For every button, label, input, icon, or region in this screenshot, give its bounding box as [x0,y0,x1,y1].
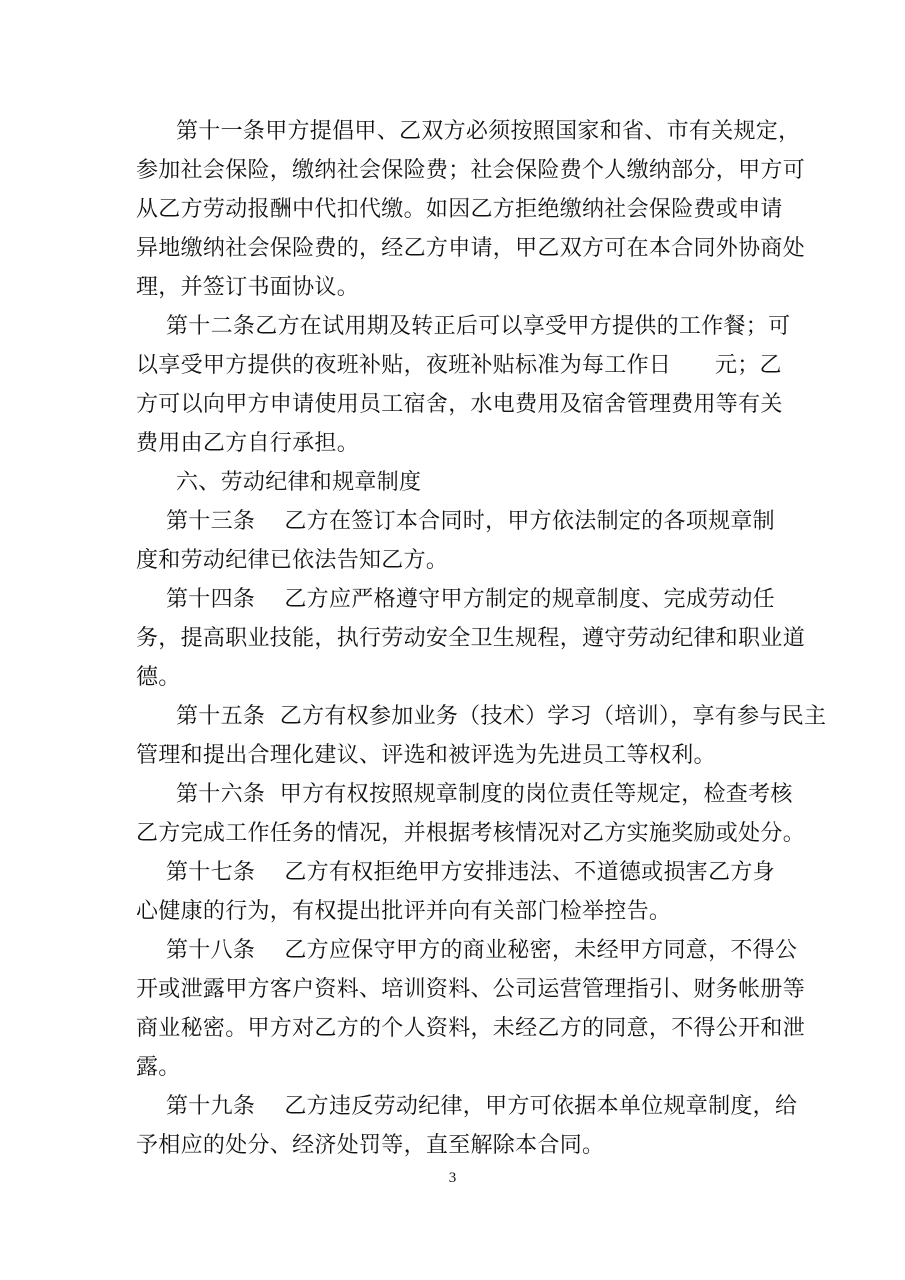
text-line: 第十九条 乙方违反劳动纪律，甲方可依据本单位规章制度，给 [166,1094,798,1119]
text-line: 参加社会保险，缴纳社会保险费；社会保险费个人缴纳部分，甲方可 [136,158,806,183]
text-line: 理，并签订书面协议。 [136,275,360,300]
text-line: 心健康的行为，有权提出批评并向有关部门检举控告。 [136,899,672,924]
text-line: 从乙方劳动报酬中代扣代缴。如因乙方拒绝缴纳社会保险费或申请 [136,197,783,222]
text-line: 第十五条 乙方有权参加业务（技术）学习（培训），享有参与民主 [176,704,827,729]
text-line: 方可以向甲方申请使用员工宿舍，水电费用及宿舍管理费用等有关 [136,392,783,417]
text-line: 露。 [136,1055,181,1080]
text-line: 第十八条 乙方应保守甲方的商业秘密，未经甲方同意，不得公 [166,938,798,963]
text-line: 第十二条乙方在试用期及转正后可以享受甲方提供的工作餐；可 [166,314,791,339]
page-number: 3 [448,1170,457,1186]
text-line: 商业秘密。甲方对乙方的个人资料，未经乙方的同意，不得公开和泄 [136,1016,806,1041]
text-line: 第十七条 乙方有权拒绝甲方安排违法、不道德或损害乙方身 [166,860,775,885]
text-line: 度和劳动纪律已依法告知乙方。 [136,548,449,573]
text-line: 管理和提出合理化建议、评选和被评选为先进员工等权利。 [136,743,716,768]
text-line: 德。 [136,665,181,690]
text-line: 费用由乙方自行承担。 [136,431,360,456]
section-heading: 六、劳动纪律和规章制度 [176,470,422,495]
text-line: 异地缴纳社会保险费的，经乙方申请，甲乙双方可在本合同外协商处 [136,236,806,261]
text-line: 开或泄露甲方客户资料、培训资料、公司运营管理指引、财务帐册等 [136,977,806,1002]
text-line: 第十一条甲方提倡甲、乙双方必须按照国家和省、市有关规定， [176,119,801,144]
text-line: 予相应的处分、经济处罚等，直至解除本合同。 [136,1133,605,1158]
text-line: 第十六条 甲方有权按照规章制度的岗位责任等规定，检查考核 [176,782,793,807]
text-line: 第十四条 乙方应严格遵守甲方制定的规章制度、完成劳动任 [166,587,775,612]
text-line: 务，提高职业技能，执行劳动安全卫生规程，遵守劳动纪律和职业道 [136,626,806,651]
text-line: 以享受甲方提供的夜班补贴，夜班补贴标准为每工作日 元；乙 [136,353,782,378]
text-line: 乙方完成工作任务的情况，并根据考核情况对乙方实施奖励或处分。 [136,821,806,846]
text-line: 第十三条 乙方在签订本合同时，甲方依法制定的各项规章制 [166,509,775,534]
